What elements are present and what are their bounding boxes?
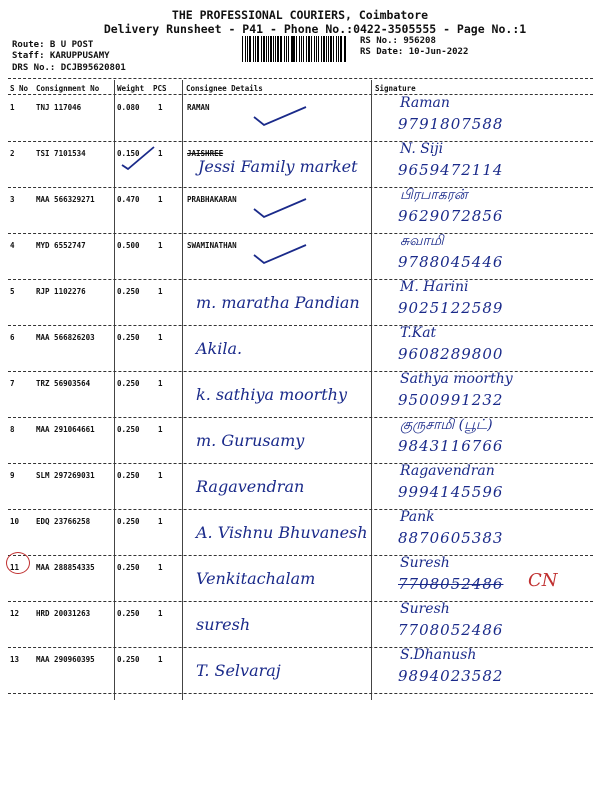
row-pcs: 1 bbox=[158, 103, 163, 112]
row-consignment-no: MAA 288854335 bbox=[36, 563, 95, 572]
barcode-bar bbox=[288, 36, 289, 62]
barcode-bar bbox=[340, 36, 341, 62]
row-pcs: 1 bbox=[158, 149, 163, 158]
barcode-bar bbox=[266, 36, 267, 62]
row-divider bbox=[8, 647, 593, 648]
cn-annotation: CN bbox=[528, 570, 558, 591]
check-mark-icon bbox=[250, 191, 310, 221]
barcode-bar bbox=[344, 36, 345, 62]
row-weight: 0.250 bbox=[117, 287, 140, 296]
row-sno: 12 bbox=[10, 609, 20, 618]
barcode-bar bbox=[270, 36, 271, 62]
row-signature-phone: 9791807588 bbox=[398, 115, 504, 133]
table-row bbox=[0, 143, 600, 191]
row-pcs: 1 bbox=[158, 287, 163, 296]
barcode-bar bbox=[247, 36, 248, 62]
row-divider bbox=[8, 233, 593, 234]
row-consignment-no: EDQ 23766258 bbox=[36, 517, 91, 526]
row-divider bbox=[8, 555, 593, 556]
row-weight: 0.250 bbox=[117, 563, 140, 572]
row-divider bbox=[8, 601, 593, 602]
table-row bbox=[0, 557, 600, 605]
barcode-bar bbox=[318, 36, 319, 62]
barcode-bar bbox=[303, 36, 304, 62]
row-consignee-handwritten: T. Selvaraj bbox=[196, 661, 281, 680]
row-consignment-no: HRD 20031263 bbox=[36, 609, 91, 618]
row-pcs: 1 bbox=[158, 517, 163, 526]
barcode-bar bbox=[280, 36, 282, 62]
row-signature-phone: 9629072856 bbox=[398, 207, 504, 225]
row-sno: 8 bbox=[10, 425, 15, 434]
header-divider-bottom bbox=[8, 94, 593, 95]
row-signature-name: S.Dhanush bbox=[400, 647, 477, 663]
barcode-bar bbox=[291, 36, 292, 62]
row-pcs: 1 bbox=[158, 195, 163, 204]
row-consignee-printed: JAISHREE bbox=[187, 149, 224, 158]
row-11-circle-mark bbox=[6, 552, 30, 574]
row-signature-name: சுவாமி bbox=[400, 233, 444, 249]
barcode-bar bbox=[242, 36, 243, 62]
row-weight: 0.250 bbox=[117, 655, 140, 664]
barcode-bar bbox=[284, 36, 285, 62]
row-signature-name: T.Kat bbox=[400, 325, 437, 341]
header-divider-top bbox=[8, 78, 593, 79]
barcode-bar bbox=[268, 36, 269, 62]
barcode-bar bbox=[299, 36, 300, 62]
col-consignment: Consignment No bbox=[36, 84, 100, 93]
row-signature-phone: 7708052486 bbox=[398, 575, 504, 593]
row-sno: 13 bbox=[10, 655, 20, 664]
row-consignment-no: MAA 566826203 bbox=[36, 333, 95, 342]
row-weight: 0.250 bbox=[117, 517, 140, 526]
row-signature-name: Pank bbox=[400, 509, 435, 525]
row-consignee-handwritten: Venkitachalam bbox=[196, 569, 316, 588]
row-consignee-handwritten: Ragavendran bbox=[196, 477, 305, 496]
row-consignment-no: TSI 7101534 bbox=[36, 149, 86, 158]
barcode-bar bbox=[333, 36, 334, 62]
row-signature-phone: 7708052486 bbox=[398, 621, 504, 639]
runsheet-title: Delivery Runsheet - P41 - Phone No.:0422-3505555 - Page No.:1 bbox=[103, 22, 527, 36]
row-weight: 0.150 bbox=[117, 149, 140, 158]
table-row bbox=[0, 235, 600, 283]
row-weight: 0.250 bbox=[117, 609, 140, 618]
row-pcs: 1 bbox=[158, 379, 163, 388]
barcode-bar bbox=[277, 36, 278, 62]
barcode bbox=[242, 36, 347, 62]
row-signature-phone: 9788045446 bbox=[398, 253, 504, 271]
rs-date: RS Date: 10-Jun-2022 bbox=[360, 47, 469, 57]
row-signature-name: Suresh bbox=[400, 601, 450, 617]
rs-number: RS No.: 956208 bbox=[360, 36, 436, 46]
row-consignee-handwritten: k. sathiya moorthy bbox=[196, 385, 347, 404]
row-consignee-printed: PRABHAKARAN bbox=[187, 195, 237, 204]
row-pcs: 1 bbox=[158, 471, 163, 480]
col-weight: Weight bbox=[117, 84, 145, 93]
row-consignee-printed: RAMAN bbox=[187, 103, 210, 112]
barcode-bar bbox=[245, 36, 246, 62]
barcode-bar bbox=[345, 36, 346, 62]
barcode-bar bbox=[326, 36, 327, 62]
route-label: Route: B U POST bbox=[12, 40, 94, 50]
barcode-bar bbox=[253, 36, 254, 62]
col-consignee: Consignee Details bbox=[186, 84, 263, 93]
row-signature-name: Suresh bbox=[400, 555, 450, 571]
row-pcs: 1 bbox=[158, 425, 163, 434]
row-consignment-no: TNJ 117046 bbox=[36, 103, 82, 112]
barcode-bar bbox=[286, 36, 287, 62]
row-weight: 0.080 bbox=[117, 103, 140, 112]
row-weight: 0.470 bbox=[117, 195, 140, 204]
row-consignment-no: MAA 291064661 bbox=[36, 425, 95, 434]
barcode-bar bbox=[249, 36, 251, 62]
row-weight: 0.250 bbox=[117, 379, 140, 388]
row-consignment-no: MYD 6552747 bbox=[36, 241, 86, 250]
barcode-bar bbox=[255, 36, 256, 62]
barcode-bar bbox=[292, 36, 294, 62]
barcode-bar bbox=[306, 36, 307, 62]
row-sno: 10 bbox=[10, 517, 20, 526]
barcode-bar bbox=[336, 36, 337, 62]
row-consignee-handwritten: Akila. bbox=[196, 339, 243, 358]
table-row bbox=[0, 281, 600, 329]
row-consignee-handwritten: A. Vishnu Bhuvanesh bbox=[196, 523, 368, 542]
check-mark-icon bbox=[118, 143, 178, 173]
row-pcs: 1 bbox=[158, 333, 163, 342]
table-row bbox=[0, 373, 600, 421]
table-row bbox=[0, 649, 600, 697]
col-sno: S No bbox=[10, 84, 29, 93]
row-signature-phone: 9894023582 bbox=[398, 667, 504, 685]
row-divider bbox=[8, 187, 593, 188]
row-sno: 3 bbox=[10, 195, 15, 204]
row-pcs: 1 bbox=[158, 241, 163, 250]
barcode-bar bbox=[275, 36, 276, 62]
row-signature-name: Sathya moorthy bbox=[400, 371, 513, 387]
row-signature-phone: 9500991232 bbox=[398, 391, 504, 409]
row-signature-phone: 9843116766 bbox=[398, 437, 504, 455]
col-signature: Signature bbox=[375, 84, 416, 93]
barcode-bar bbox=[296, 36, 297, 62]
barcode-bar bbox=[261, 36, 262, 62]
row-pcs: 1 bbox=[158, 609, 163, 618]
barcode-bar bbox=[328, 36, 329, 62]
row-pcs: 1 bbox=[158, 563, 163, 572]
row-pcs: 1 bbox=[158, 655, 163, 664]
row-signature-phone: 9608289800 bbox=[398, 345, 504, 363]
row-sno: 1 bbox=[10, 103, 15, 112]
barcode-bar bbox=[308, 36, 310, 62]
row-sno: 9 bbox=[10, 471, 15, 480]
row-divider bbox=[8, 141, 593, 142]
table-row bbox=[0, 465, 600, 513]
row-consignment-no: TRZ 56903564 bbox=[36, 379, 91, 388]
table-row bbox=[0, 327, 600, 375]
row-consignee-handwritten: m. Gurusamy bbox=[196, 431, 305, 450]
row-weight: 0.250 bbox=[117, 425, 140, 434]
row-weight: 0.250 bbox=[117, 471, 140, 480]
row-divider bbox=[8, 509, 593, 510]
row-consignment-no: SLM 297269031 bbox=[36, 471, 95, 480]
row-divider bbox=[8, 279, 593, 280]
row-signature-name: N. Siji bbox=[400, 141, 444, 157]
table-row bbox=[0, 97, 600, 145]
row-consignment-no: MAA 290960395 bbox=[36, 655, 95, 664]
row-consignee-handwritten: Jessi Family market bbox=[198, 157, 358, 176]
check-mark-icon bbox=[250, 99, 310, 129]
row-signature-phone: 9025122589 bbox=[398, 299, 504, 317]
barcode-bar bbox=[330, 36, 332, 62]
table-row bbox=[0, 511, 600, 559]
barcode-bar bbox=[338, 36, 339, 62]
row-consignment-no: MAA 566329271 bbox=[36, 195, 95, 204]
row-signature-name: M. Harini bbox=[400, 279, 469, 295]
row-sno: 2 bbox=[10, 149, 15, 158]
row-sno: 4 bbox=[10, 241, 15, 250]
row-sno: 6 bbox=[10, 333, 15, 342]
row-sno: 7 bbox=[10, 379, 15, 388]
col-pcs: PCS bbox=[153, 84, 167, 93]
row-divider bbox=[8, 417, 593, 418]
row-signature-name: Ragavendran bbox=[400, 463, 495, 479]
table-row bbox=[0, 419, 600, 467]
row-signature-phone: 9659472114 bbox=[398, 161, 504, 179]
barcode-bar bbox=[257, 36, 258, 62]
barcode-bar bbox=[311, 36, 312, 62]
barcode-bar bbox=[314, 36, 315, 62]
barcode-bar bbox=[316, 36, 317, 62]
company-title: THE PROFESSIONAL COURIERS, Coimbatore bbox=[171, 8, 429, 22]
row-signature-phone: 8870605383 bbox=[398, 529, 504, 547]
drs-number: DRS No.: DCJB95620801 bbox=[12, 63, 126, 73]
row-weight: 0.250 bbox=[117, 333, 140, 342]
row-consignment-no: RJP 1102276 bbox=[36, 287, 86, 296]
row-sno: 11 bbox=[10, 563, 20, 572]
table-row bbox=[0, 603, 600, 651]
row-divider bbox=[8, 325, 593, 326]
row-divider bbox=[8, 463, 593, 464]
row-weight: 0.500 bbox=[117, 241, 140, 250]
barcode-bar bbox=[263, 36, 265, 62]
barcode-bar bbox=[301, 36, 302, 62]
table-row bbox=[0, 189, 600, 237]
row-divider bbox=[8, 693, 593, 694]
row-signature-name: குருசாமி (பூட்) bbox=[400, 417, 493, 433]
row-signature-name: Raman bbox=[400, 95, 450, 111]
row-sno: 5 bbox=[10, 287, 15, 296]
row-consignee-printed: SWAMINATHAN bbox=[187, 241, 237, 250]
row-consignee-handwritten: suresh bbox=[196, 615, 251, 634]
check-mark-icon bbox=[250, 237, 310, 267]
barcode-bar bbox=[273, 36, 274, 62]
row-consignee-handwritten: m. maratha Pandian bbox=[196, 293, 360, 312]
barcode-bar bbox=[321, 36, 322, 62]
row-signature-phone: 9994145596 bbox=[398, 483, 504, 501]
barcode-bar bbox=[323, 36, 324, 62]
row-signature-name: பிரபாகரன் bbox=[400, 187, 468, 203]
staff-label: Staff: KARUPPUSAMY bbox=[12, 51, 110, 61]
